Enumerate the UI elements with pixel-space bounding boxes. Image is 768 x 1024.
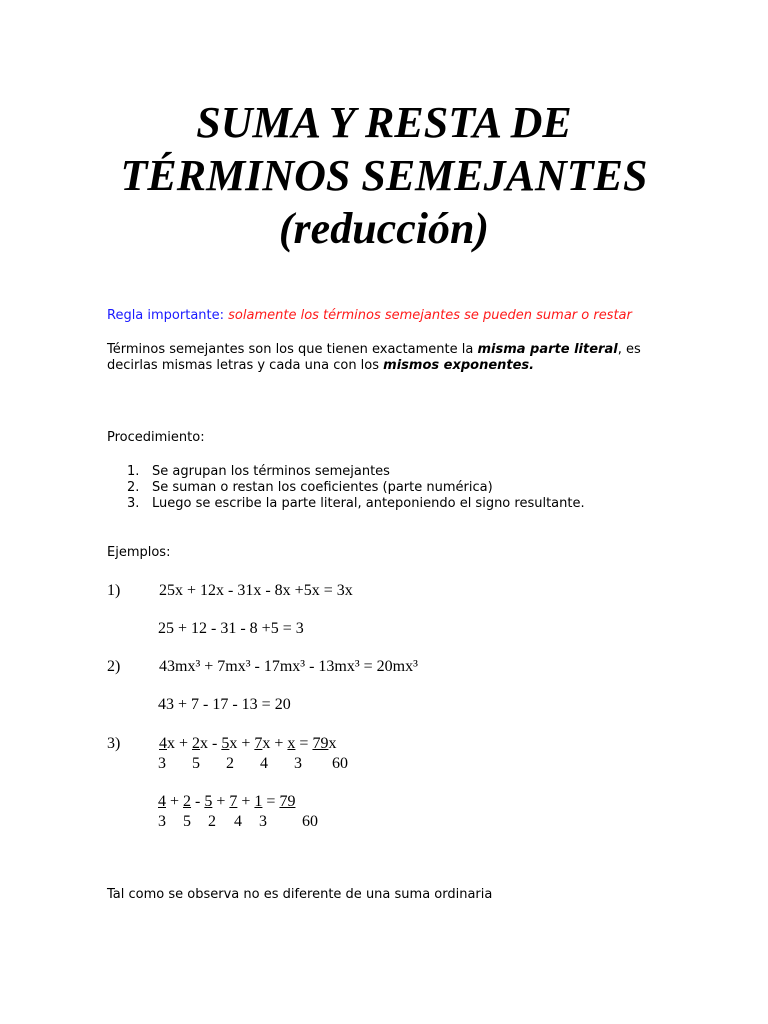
example-3-coefficients: 4 + 2 - 5 + 7 + 1 = 79 <box>158 793 296 810</box>
examples-heading: Ejemplos: <box>107 545 171 560</box>
fraction-denominator: 5 <box>192 755 200 772</box>
definition-paragraph <box>107 342 667 374</box>
fraction-numerator: 5 <box>221 735 230 752</box>
step-text: Se suman o restan los coeficientes (parte numérica) <box>152 480 493 495</box>
step-number: 1. <box>127 464 140 479</box>
fraction-numerator: 4 <box>159 735 167 752</box>
fraction-denominator: 2 <box>208 813 216 830</box>
step-text: Se agrupan los términos semejantes <box>152 464 390 479</box>
fraction-numerator: 7 <box>229 793 238 810</box>
definition-emphasis-2: mismos exponentes. <box>383 358 535 373</box>
fraction-numerator: 2 <box>183 793 192 810</box>
example-3-expression: 4x + 2x - 5x + 7x + x = 79x <box>159 735 337 752</box>
procedure-step <box>127 480 585 496</box>
example-2-coefficients: 43 + 7 - 17 - 13 = 20 <box>158 696 291 713</box>
fraction-numerator: x <box>287 735 296 752</box>
fraction-denominator: 2 <box>226 755 234 772</box>
procedure-step <box>127 464 585 480</box>
closing-text: Tal como se observa no es diferente de una suma ordinaria <box>107 887 493 902</box>
example-2-expression: 43mx³ + 7mx³ - 17mx³ - 13mx³ = 20mx³ <box>159 658 418 675</box>
example-1-number: 1) <box>107 582 121 599</box>
result-denominator: 60 <box>302 813 318 830</box>
rule-label: Regla importante: <box>107 308 225 323</box>
example-1-expression: 25x + 12x - 31x - 8x +5x = 3x <box>159 582 353 599</box>
result-denominator: 60 <box>332 755 348 772</box>
fraction-denominator: 3 <box>158 755 166 772</box>
step-number: 3. <box>127 496 140 511</box>
fraction-denominator: 4 <box>234 813 242 830</box>
procedure-step <box>127 496 585 512</box>
definition-emphasis-1: misma parte literal <box>477 342 618 357</box>
fraction-denominator: 3 <box>259 813 267 830</box>
definition-text-1: Términos semejantes son los que tienen exactamente la <box>107 342 478 357</box>
fraction-numerator: 1 <box>254 793 263 810</box>
fraction-numerator: 4 <box>158 793 166 810</box>
rule-text: solamente los términos semejantes se pueden sumar o restar <box>228 308 632 323</box>
title-line-1: SUMA Y RESTA DE <box>196 98 572 147</box>
title-line-2: TÉRMINOS SEMEJANTES <box>120 151 648 200</box>
procedure-steps <box>127 464 585 512</box>
title-line-3: (reducción) <box>278 204 490 253</box>
result-numerator: 79 <box>312 735 329 752</box>
result-numerator: 79 <box>279 793 296 810</box>
procedure-heading: Procedimiento: <box>107 430 205 445</box>
example-3-number: 3) <box>107 735 121 752</box>
fraction-denominator: 3 <box>158 813 166 830</box>
example-2-number: 2) <box>107 658 121 675</box>
step-text: Luego se escribe la parte literal, anteponiendo el signo resultante. <box>152 496 585 511</box>
fraction-denominator: 3 <box>294 755 302 772</box>
definition-text-2: , es decirlas mismas letras y cada una con los <box>107 342 641 373</box>
fraction-denominator: 5 <box>183 813 191 830</box>
example-1-coefficients: 25 + 12 - 31 - 8 +5 = 3 <box>158 620 304 637</box>
page-title <box>0 96 768 255</box>
fraction-numerator: 7 <box>254 735 263 752</box>
important-rule <box>107 308 632 324</box>
fraction-denominator: 4 <box>260 755 268 772</box>
fraction-numerator: 2 <box>192 735 201 752</box>
fraction-numerator: 5 <box>204 793 213 810</box>
step-number: 2. <box>127 480 140 495</box>
